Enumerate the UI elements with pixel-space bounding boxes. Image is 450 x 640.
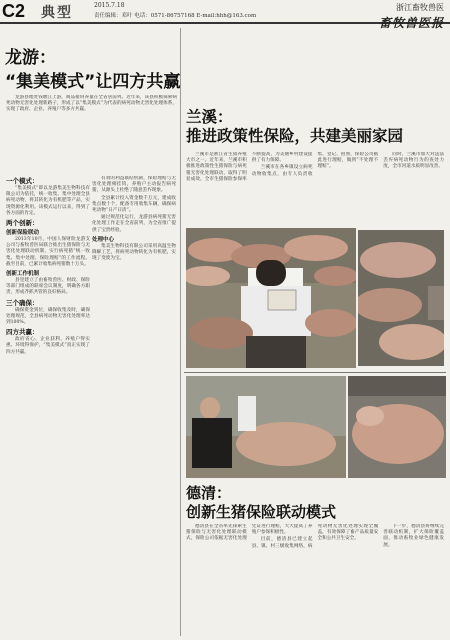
col1a-text: “集美模式”即以龙游集美生物科技有限公司为依托，统一收集、集中处理全县病死动物，将其转化为有机肥等产品，实现资源化利用。该模式运行以来，得到了各方面的肯定。 — [6, 186, 90, 216]
article3-body — [186, 524, 444, 636]
col1c-text: 县里建立了由畜牧兽医、财政、保险等部门组成的联席会议制度，明确各方职责，形成齐抓共管的良好格局。 — [6, 278, 90, 296]
article1-col1 — [6, 176, 90, 636]
issue-date: 2015.7.18 — [94, 2, 125, 9]
article3-p1: 德清县在全省率先探索生猪保险与无害化处理联动模式，保险公司依据无害化处理凭证进行理赔，大大提高了养殖户参保积极性。 — [186, 524, 313, 542]
col2a-text: 有效的利益联结机制，保险理赔与无害化处理相挂钩，养殖户主动报告病死猪，从源头上杜绝了随意丢弃现象。 — [92, 176, 176, 194]
innovation1-head: 创新保险联动 — [6, 230, 40, 237]
article1-lead-text: 龙游县地处钱塘江上游，商品猪饲养量在全省居前列。近年来，该县积极探索病死动物无害化处理新路子，形成了以“集美模式”为代表的病死动物无害化处理体系，实现了政府、企业、养殖户等多方共赢。 — [6, 95, 177, 113]
page-number: C2 — [2, 1, 26, 21]
article3-title-line2: 创新生猪保险联动模式 — [186, 503, 337, 521]
article1-lead — [6, 95, 177, 173]
article3-title-line1: 德清： — [186, 484, 232, 502]
subhead-two-innovations: 两个创新： — [6, 220, 39, 228]
article1-title-line2: “集美模式”让四方共赢 — [5, 72, 181, 92]
paper-region: 浙江畜牧兽医 — [396, 3, 444, 12]
article1-col2 — [92, 176, 176, 636]
deqing-photo-left-image — [186, 376, 346, 478]
col1e-text: 政府省心、企业获利、养殖户得实惠、环境得保护，“集美模式”真正实现了四方共赢。 — [6, 337, 90, 355]
article3-p3: 下一步，德清县将继续完善联动机制，扩大保险覆盖面，推动畜牧业绿色健康发展。 — [383, 524, 444, 548]
article2-title — [186, 108, 403, 146]
col2b-text: 全县累计投入资金数千万元，建成收集点数十个，配备专用收集车辆，确保病死动物“日产日清”。 — [92, 195, 176, 214]
subhead-three-ensures: 三个确保： — [6, 299, 39, 307]
col2d-text: 集美生物科技有限公司采用高温生物降解工艺，将病死动物转化为有机肥，实现了变废为宝。 — [92, 243, 176, 262]
innovation2-head: 创新工作机制 — [6, 271, 40, 278]
masthead — [0, 0, 450, 30]
section-name: 典型 — [41, 4, 73, 20]
col2c-text: 通过规范化运行，龙游县病死猪无害化处理工作走在全省前列，为全省推广提供了宝贵经验。 — [92, 215, 176, 233]
article2-title-line1: 兰溪： — [186, 108, 233, 126]
article3-p2: 目前，德清县已建立起县、镇、村三级收集网络，病死动物无害化处理实现全覆盖，有效保障了畜产品质量安全和公共卫生安全。 — [251, 524, 379, 549]
paper-logo: 畜牧兽医报 — [378, 16, 444, 30]
article2-p2: 兰溪市在各乡镇设立病死动物收集点，由专人负责收集、登记、拍照，保险公司据此进行理赔，做到“不处理不理赔”。 — [251, 152, 379, 177]
article2-title-line2: 推进政策性保险，共建美丽家园 — [186, 127, 404, 145]
pigs-photo — [358, 230, 444, 366]
collection-photo-image — [186, 228, 356, 368]
col1d-text: 确保资金到位，确保收集及时，确保处理规范，全县病死动物无害化处理率达到100%。 — [6, 307, 90, 326]
subhead-one-model: 一个模式： — [6, 178, 39, 185]
column-divider — [180, 28, 181, 636]
processing-center-head: 处理中心 — [92, 236, 115, 243]
article2-body — [186, 152, 444, 224]
article2-p3: 同时，兰溪市加大对违法丢弃病死动物行为的查处力度，全市河道水质明显改善。 — [383, 152, 444, 170]
editor-contact: 责任编辑：邓叶 电话：0571-86757168 E-mail:hhh@163.com — [94, 13, 257, 19]
deqing-photo-right — [348, 376, 446, 478]
col1b-text: 2013年10月，中国人保财险龙游支公司与畜牧兽医局联合推出生猪保险与无害化处理联动机制，实行病死猪“统一收集、集中处理、保险理赔”的工作流程。截至目前，已累计收集病死猪数十万头。 — [6, 237, 90, 267]
article-divider — [184, 372, 446, 373]
pigs-photo-image — [358, 230, 444, 366]
article1-title-line1: 龙游： — [5, 48, 56, 68]
paper-brand — [379, 2, 444, 31]
collection-photo — [186, 228, 356, 368]
subhead-four-wins: 四方共赢： — [6, 329, 39, 337]
deqing-photo-right-image — [348, 376, 446, 478]
article2-p1: 兰溪市是浙江省生猪养殖大市之一。近年来，兰溪市积极推进政策性生猪保险与病死猪无害化处理联动，取得了明显成效。全市生猪保险参保率不断提高，为美丽乡村建设提供了有力保障。 — [186, 152, 313, 182]
article3-title — [186, 484, 336, 522]
deqing-photo-left — [186, 376, 346, 478]
